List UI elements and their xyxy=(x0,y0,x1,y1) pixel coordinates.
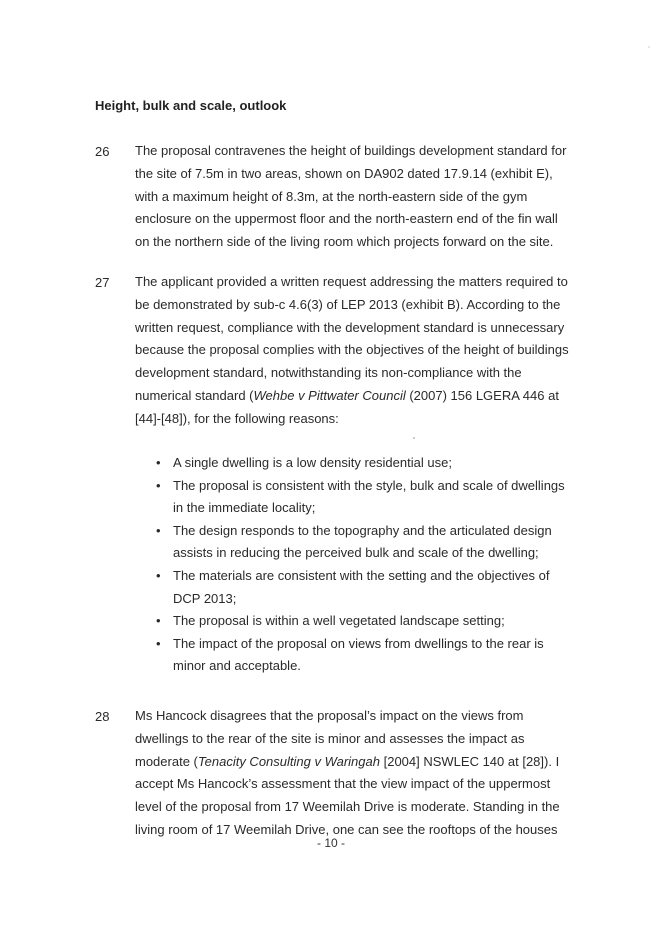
list-item: • The impact of the proposal on views from dwellings to the rear is minor and acceptable. xyxy=(152,633,572,678)
scan-speck xyxy=(413,437,415,439)
paragraph-number: 27 xyxy=(95,275,110,290)
bullet-icon: • xyxy=(156,567,161,583)
paragraph-28 xyxy=(95,705,575,842)
paragraph-text: The proposal contravenes the height of buildings development standard for the site of 7.5m in two areas, shown on DA902 dated 17.9.14 (exhibit E), with a maximum height of 8.3m, at the north-eastern side of the gym enclosure on the uppermost floor and the north-eastern end of the fin wall on the northern side of the living room which projects forward on the site. xyxy=(135,143,567,250)
list-item: • The materials are consistent with the setting and the objectives of DCP 2013; xyxy=(152,565,572,610)
list-item: • The proposal is consistent with the style, bulk and scale of dwellings in the immediate locality; xyxy=(152,475,572,520)
case-citation: Tenacity Consulting v Waringah xyxy=(197,753,380,769)
page-number: - 10 - xyxy=(316,836,345,850)
paragraph-text: The applicant provided a written request addressing the matters required to be demonstrated by sub-c 4.6(3) of LEP 2013 (exhibit B). According to the written request, compliance with the development standard is unnecessary because the proposal complies with the objectives of the height of buildings development standard, notwithstanding its non-compliance with the numerical standard (Wehbe v Pittwater Council (2007) 156 LGERA 446 at [44]-[48]), for the following reasons: xyxy=(135,274,569,426)
bullet-icon: • xyxy=(156,613,161,629)
list-item: • The design responds to the topography and the articulated design assists in reducing the perceived bulk and scale of the dwelling; xyxy=(152,520,572,565)
paragraph-26 xyxy=(95,140,575,254)
list-item: • A single dwelling is a low density residential use; xyxy=(152,452,572,475)
section-heading: Height, bulk and scale, outlook xyxy=(95,98,287,113)
bullet-icon: • xyxy=(156,635,161,651)
list-item: • The proposal is within a well vegetated landscape setting; xyxy=(152,610,572,633)
bullet-icon: • xyxy=(156,455,161,470)
paragraph-text: Ms Hancock disagrees that the proposal’s impact on the views from dwellings to the rear of the site is minor and assesses the impact as moderate (Tenacity Consulting v Waringah [2004] NSWLEC 140 at [28]). I accept Ms Hancock’s assessment that the view impact of the uppermost level of the proposal from 17 Weemilah Drive is moderate. Standing in the living room of 17 Weemilah Drive, one can see the rooftops of the houses xyxy=(135,708,560,837)
scan-speck xyxy=(648,46,650,48)
paragraph-number: 26 xyxy=(95,144,110,159)
bullet-icon: • xyxy=(156,477,161,493)
reasons-list xyxy=(152,452,572,678)
paragraph-27 xyxy=(95,271,575,431)
bullet-icon: • xyxy=(156,522,161,538)
case-citation: Wehbe v Pittwater Council xyxy=(253,387,406,403)
paragraph-number: 28 xyxy=(95,709,110,724)
